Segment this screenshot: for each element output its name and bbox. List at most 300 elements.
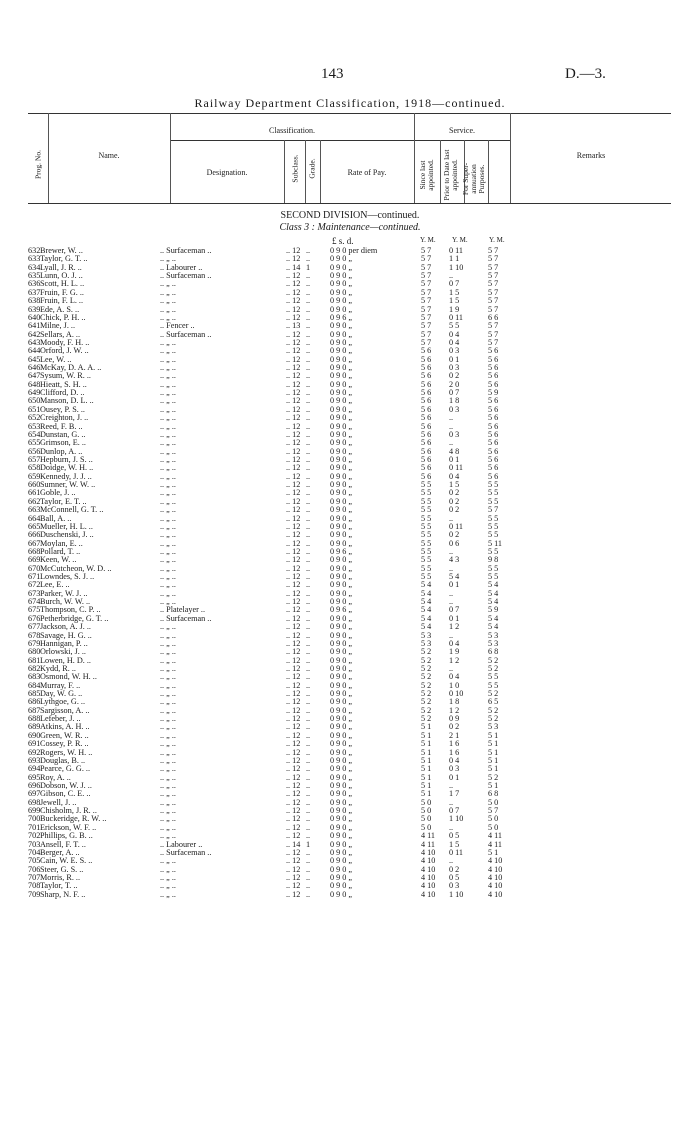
grade-cell: ..: [306, 622, 311, 632]
superannuation-cell: 4 10: [488, 864, 503, 874]
superannuation-cell: 5 1: [488, 755, 499, 765]
superannuation-cell: 5 2: [488, 663, 499, 673]
since-last-cell: 4 10: [421, 864, 436, 874]
grade-cell: ..: [306, 555, 311, 565]
name-cell: Atkins, A. H. ..: [40, 723, 90, 732]
prior-cell: 0 2: [449, 864, 460, 874]
grade-cell: ..: [306, 538, 311, 548]
since-last-cell: 5 7: [421, 296, 432, 306]
since-last-cell: 5 0: [421, 797, 432, 807]
prog-no-cell: 633: [28, 254, 41, 264]
subclass-cell: .. 12: [286, 404, 301, 414]
subclass-cell: .. 12: [286, 730, 301, 740]
subsection-heading: Class 3 : Maintenance—continued.: [279, 222, 421, 233]
subclass-cell: .. 12: [286, 513, 301, 523]
prog-no-cell: 662: [28, 496, 41, 506]
rate-of-pay-cell: 0 9 0 „: [330, 321, 353, 331]
col-rule: [170, 113, 171, 203]
superannuation-cell: 5 3: [488, 722, 499, 732]
designation-cell: .. Surfaceman ..: [160, 613, 212, 623]
prior-cell: 0 4: [449, 471, 460, 481]
grade-cell: ..: [306, 814, 311, 824]
prior-cell: ..: [449, 546, 454, 556]
since-last-cell: 5 4: [421, 580, 432, 590]
since-last-cell: 5 4: [421, 622, 432, 632]
grade-cell: ..: [306, 413, 311, 423]
superannuation-cell: 4 11: [488, 839, 503, 849]
prog-no-cell: 671: [28, 572, 41, 582]
prior-cell: 0 10: [449, 689, 464, 699]
since-last-cell: 5 1: [421, 772, 432, 782]
since-last-cell: 5 1: [421, 789, 432, 799]
prior-cell: 0 2: [449, 488, 460, 498]
prog-no-cell: 641: [28, 321, 41, 331]
designation-cell: .. „ ..: [160, 279, 176, 289]
designation-cell: .. „ ..: [160, 530, 176, 540]
prior-cell: 1 5: [449, 480, 460, 490]
designation-cell: .. Surfaceman ..: [160, 329, 212, 339]
prog-no-cell: 683: [28, 672, 41, 682]
prog-no-cell: 698: [28, 797, 41, 807]
rate-of-pay-cell: 0 9 0 „: [330, 864, 353, 874]
designation-cell: .. „ ..: [160, 772, 176, 782]
designation-cell: .. „ ..: [160, 747, 176, 757]
prog-no-cell: 684: [28, 680, 41, 690]
prog-no-cell: 708: [28, 881, 41, 891]
subclass-cell: .. 12: [286, 647, 301, 657]
designation-cell: .. „ ..: [160, 354, 176, 364]
designation-cell: .. Platelayer ..: [160, 605, 206, 615]
rate-of-pay-cell: 0 9 0 „: [330, 421, 353, 431]
subclass-cell: .. 12: [286, 689, 301, 699]
prior-cell: 5 5: [449, 321, 460, 331]
grade-cell: ..: [306, 672, 311, 682]
designation-cell: .. Surfaceman ..: [160, 246, 212, 255]
superannuation-cell: 5 4: [488, 622, 499, 632]
rate-of-pay-cell: 0 9 0 „: [330, 337, 353, 347]
designation-cell: .. „ ..: [160, 705, 176, 715]
rate-of-pay-cell: 0 9 0 „: [330, 513, 353, 523]
name-cell: Moody, F. H. ..: [40, 338, 90, 347]
service-units-3: Y. M.: [489, 236, 505, 244]
designation-cell: .. „ ..: [160, 538, 176, 548]
prog-no-cell: 680: [28, 647, 41, 657]
prior-cell: 0 3: [449, 346, 460, 356]
designation-cell: .. „ ..: [160, 588, 176, 598]
name-cell: Doidge, W. H. ..: [40, 464, 94, 473]
rate-of-pay-cell: 0 9 0 „: [330, 597, 353, 607]
prog-no-cell: 691: [28, 739, 41, 749]
rate-of-pay-cell: 0 9 0 „: [330, 764, 353, 774]
designation-cell: .. „ ..: [160, 680, 176, 690]
subclass-cell: .. 12: [286, 563, 301, 573]
since-last-cell: 5 6: [421, 421, 432, 431]
subclass-cell: .. 12: [286, 847, 301, 857]
grade-cell: ..: [306, 822, 311, 832]
rate-of-pay-cell: 0 9 0 „: [330, 797, 353, 807]
subclass-cell: .. 12: [286, 354, 301, 364]
header-mid-rule: [170, 140, 510, 141]
prior-cell: ..: [449, 630, 454, 640]
name-cell: Chisholm, J. R. ..: [40, 807, 97, 816]
grade-cell: ..: [306, 337, 311, 347]
rate-of-pay-cell: 0 9 0 „: [330, 781, 353, 790]
prog-no-cell: 676: [28, 613, 41, 623]
rate-of-pay-cell: 0 9 0 „: [330, 438, 353, 448]
prior-cell: ..: [449, 421, 454, 431]
designation-cell: .. „ ..: [160, 454, 176, 464]
name-cell: McConnell, G. T. ..: [40, 506, 104, 515]
rate-of-pay-cell: 0 9 0 „: [330, 488, 353, 498]
name-cell: Manson, D. L. ..: [40, 397, 94, 406]
grade-cell: 1: [306, 262, 311, 272]
superannuation-cell: 5 6: [488, 463, 499, 473]
since-last-cell: 5 2: [421, 714, 432, 724]
name-cell: Hieatt, S. H. ..: [40, 380, 87, 389]
prior-cell: 1 2: [449, 622, 460, 632]
grade-cell: ..: [306, 781, 311, 790]
designation-cell: .. „ ..: [160, 496, 176, 506]
grade-cell: ..: [306, 480, 311, 490]
prog-no-cell: 704: [28, 847, 41, 857]
superannuation-cell: 5 2: [488, 655, 499, 665]
superannuation-cell: 4 10: [488, 872, 503, 882]
rate-of-pay-cell: 0 9 0 „: [330, 730, 353, 740]
rate-of-pay-cell: 0 9 0 „: [330, 480, 353, 490]
prior-cell: 0 7: [449, 605, 460, 615]
since-last-cell: 5 3: [421, 630, 432, 640]
name-cell: Goble, J. ..: [40, 489, 76, 498]
prior-cell: 0 3: [449, 404, 460, 414]
subclass-cell: .. 12: [286, 271, 301, 281]
grade-cell: ..: [306, 697, 311, 707]
prog-no-cell: 642: [28, 329, 41, 339]
name-cell: Lee, E. ..: [40, 581, 70, 590]
prog-no-cell: 632: [28, 246, 41, 255]
grade-cell: ..: [306, 689, 311, 699]
header-service: Service.: [449, 126, 475, 135]
header-prior-to-date: Prior to Date last appointed.: [442, 149, 459, 201]
superannuation-cell: 5 1: [488, 847, 499, 857]
subclass-cell: .. 12: [286, 864, 301, 874]
name-cell: Lowen, H. D. ..: [40, 656, 91, 665]
prog-no-cell: 647: [28, 371, 41, 381]
subclass-cell: .. 12: [286, 546, 301, 556]
rate-of-pay-cell: 0 9 0 „: [330, 622, 353, 632]
prior-cell: 1 10: [449, 889, 464, 899]
name-cell: Taylor, T. ..: [40, 882, 78, 891]
grade-cell: ..: [306, 730, 311, 740]
prior-cell: 0 2: [449, 371, 460, 381]
rate-of-pay-cell: 0 9 0 per diem: [330, 246, 378, 255]
name-cell: Green, W. R. ..: [40, 731, 89, 740]
superannuation-cell: 6 5: [488, 697, 499, 707]
since-last-cell: 5 7: [421, 246, 432, 255]
superannuation-cell: 4 10: [488, 856, 503, 866]
subclass-cell: .. 12: [286, 680, 301, 690]
prior-cell: 0 11: [449, 463, 464, 473]
rate-of-pay-cell: 0 9 0 „: [330, 856, 353, 866]
prior-cell: 0 7: [449, 388, 460, 398]
designation-cell: .. „ ..: [160, 856, 176, 866]
designation-cell: .. „ ..: [160, 597, 176, 607]
superannuation-cell: 5 6: [488, 438, 499, 448]
prog-no-cell: 686: [28, 697, 41, 707]
designation-cell: .. „ ..: [160, 413, 176, 423]
grade-cell: ..: [306, 588, 311, 598]
grade-cell: ..: [306, 847, 311, 857]
prior-cell: 2 1: [449, 730, 460, 740]
prog-no-cell: 637: [28, 287, 41, 297]
prog-no-cell: 667: [28, 538, 41, 548]
superannuation-cell: 5 5: [488, 546, 499, 556]
name-cell: Sharp, N. F. ..: [40, 890, 86, 899]
prior-cell: 0 2: [449, 722, 460, 732]
prior-cell: 0 4: [449, 672, 460, 682]
designation-cell: .. „ ..: [160, 488, 176, 498]
superannuation-cell: 5 2: [488, 705, 499, 715]
since-last-cell: 4 10: [421, 872, 436, 882]
superannuation-cell: 5 7: [488, 806, 499, 816]
since-last-cell: 5 6: [421, 371, 432, 381]
prior-cell: 1 5: [449, 839, 460, 849]
designation-cell: .. „ ..: [160, 396, 176, 406]
prior-cell: 1 5: [449, 296, 460, 306]
name-cell: Chick, P. H. ..: [40, 313, 86, 322]
name-cell: Taylor, E. T. ..: [40, 497, 87, 506]
prog-no-cell: 636: [28, 279, 41, 289]
prior-cell: ..: [449, 513, 454, 523]
superannuation-cell: 5 5: [488, 480, 499, 490]
subclass-cell: .. 12: [286, 672, 301, 682]
grade-cell: ..: [306, 705, 311, 715]
superannuation-cell: 6 8: [488, 789, 499, 799]
name-cell: Lee, W. ..: [40, 355, 72, 364]
since-last-cell: 5 5: [421, 496, 432, 506]
rate-of-pay-cell: 0 9 0 „: [330, 454, 353, 464]
superannuation-cell: 5 7: [488, 321, 499, 331]
rate-of-pay-cell: 0 9 0 „: [330, 747, 353, 757]
grade-cell: ..: [306, 363, 311, 373]
subclass-cell: .. 12: [286, 630, 301, 640]
prog-no-cell: 656: [28, 446, 41, 456]
grade-cell: ..: [306, 463, 311, 473]
since-last-cell: 5 4: [421, 605, 432, 615]
designation-cell: .. „ ..: [160, 429, 176, 439]
since-last-cell: 5 2: [421, 647, 432, 657]
rate-of-pay-cell: 0 9 0 „: [330, 613, 353, 623]
subclass-cell: .. 12: [286, 329, 301, 339]
superannuation-cell: 5 1: [488, 739, 499, 749]
grade-cell: ..: [306, 755, 311, 765]
since-last-cell: 5 7: [421, 329, 432, 339]
rate-of-pay-cell: 0 9 0 „: [330, 429, 353, 439]
since-last-cell: 4 10: [421, 856, 436, 866]
rate-of-pay-cell: 0 9 6 „: [330, 605, 353, 615]
since-last-cell: 5 4: [421, 613, 432, 623]
superannuation-cell: 5 7: [488, 279, 499, 289]
prior-cell: 4 3: [449, 555, 460, 565]
superannuation-cell: 5 5: [488, 488, 499, 498]
prior-cell: ..: [449, 563, 454, 573]
prior-cell: 1 9: [449, 647, 460, 657]
superannuation-cell: 5 6: [488, 421, 499, 431]
subclass-cell: .. 12: [286, 580, 301, 590]
grade-cell: ..: [306, 806, 311, 816]
rate-of-pay-cell: 0 9 0 „: [330, 262, 353, 272]
prog-no-cell: 675: [28, 605, 41, 615]
header-bottom-rule: [28, 203, 671, 204]
name-cell: Pearce, G. G. ..: [40, 765, 91, 774]
prior-cell: 1 6: [449, 739, 460, 749]
name-cell: Sysum, W. R. ..: [40, 372, 91, 381]
designation-cell: .. „ ..: [160, 480, 176, 490]
col-rule: [510, 113, 511, 203]
rate-of-pay-cell: 0 9 0 „: [330, 463, 353, 473]
prog-no-cell: 651: [28, 404, 41, 414]
designation-cell: .. „ ..: [160, 647, 176, 657]
rate-of-pay-cell: 0 9 0 „: [330, 521, 353, 531]
prog-no-cell: 644: [28, 346, 41, 356]
rate-of-pay-cell: 0 9 0 „: [330, 689, 353, 699]
superannuation-cell: 5 4: [488, 580, 499, 590]
subclass-cell: .. 12: [286, 781, 301, 790]
superannuation-cell: 5 5: [488, 513, 499, 523]
subclass-cell: .. 12: [286, 764, 301, 774]
grade-cell: ..: [306, 304, 311, 314]
header-name: Name.: [98, 151, 120, 160]
subclass-cell: .. 12: [286, 337, 301, 347]
grade-cell: ..: [306, 254, 311, 264]
prior-cell: 0 11: [449, 312, 464, 322]
rate-of-pay-cell: 0 9 0 „: [330, 304, 353, 314]
service-units-1: Y. M.: [420, 236, 436, 244]
since-last-cell: 5 5: [421, 538, 432, 548]
header-subclass: Subclass.: [290, 154, 300, 183]
grade-cell: ..: [306, 371, 311, 381]
superannuation-cell: 5 5: [488, 680, 499, 690]
rate-of-pay-cell: 0 9 0 „: [330, 847, 353, 857]
prior-cell: 1 2: [449, 705, 460, 715]
subclass-cell: .. 12: [286, 605, 301, 615]
header-classification: Classification.: [269, 126, 315, 135]
designation-cell: .. „ ..: [160, 388, 176, 398]
prior-cell: ..: [449, 822, 454, 832]
prog-no-cell: 650: [28, 396, 41, 406]
since-last-cell: 5 4: [421, 597, 432, 607]
rate-of-pay-cell: 0 9 0 „: [330, 714, 353, 724]
prog-no-cell: 661: [28, 488, 41, 498]
rate-of-pay-cell: 0 9 0 „: [330, 555, 353, 565]
col-rule: [284, 140, 285, 203]
prior-cell: 1 5: [449, 287, 460, 297]
prior-cell: 1 0: [449, 680, 460, 690]
since-last-cell: 5 0: [421, 822, 432, 832]
prior-cell: 0 6: [449, 538, 460, 548]
grade-cell: ..: [306, 739, 311, 749]
since-last-cell: 5 5: [421, 513, 432, 523]
rate-of-pay-cell: 0 9 0 „: [330, 663, 353, 673]
subclass-cell: .. 12: [286, 789, 301, 799]
grade-cell: ..: [306, 789, 311, 799]
rate-of-pay-cell: 0 9 0 „: [330, 363, 353, 373]
since-last-cell: 5 6: [421, 413, 432, 423]
rate-of-pay-cell: 0 9 0 „: [330, 655, 353, 665]
superannuation-cell: 5 9: [488, 605, 499, 615]
prior-cell: 2 0: [449, 379, 460, 389]
col-rule: [320, 140, 321, 203]
designation-cell: .. „ ..: [160, 672, 176, 682]
col-rule: [440, 140, 441, 203]
subclass-cell: .. 12: [286, 429, 301, 439]
designation-cell: .. „ ..: [160, 781, 176, 790]
superannuation-cell: 5 1: [488, 747, 499, 757]
subclass-cell: .. 12: [286, 421, 301, 431]
superannuation-cell: 5 0: [488, 814, 499, 824]
grade-cell: ..: [306, 404, 311, 414]
grade-cell: ..: [306, 287, 311, 297]
superannuation-cell: 5 6: [488, 471, 499, 481]
since-last-cell: 5 6: [421, 454, 432, 464]
superannuation-cell: 4 10: [488, 889, 503, 899]
prog-no-cell: 658: [28, 463, 41, 473]
designation-cell: .. „ ..: [160, 764, 176, 774]
rate-of-pay-cell: 0 9 0 „: [330, 697, 353, 707]
superannuation-cell: 5 7: [488, 296, 499, 306]
designation-cell: .. Surfaceman ..: [160, 847, 212, 857]
prior-cell: 0 9: [449, 714, 460, 724]
subclass-cell: .. 12: [286, 413, 301, 423]
superannuation-cell: 5 3: [488, 638, 499, 648]
header-grade: Grade.: [307, 158, 317, 179]
prog-no-cell: 696: [28, 781, 41, 790]
designation-cell: .. „ ..: [160, 371, 176, 381]
superannuation-cell: 5 6: [488, 454, 499, 464]
rate-of-pay-cell: 0 9 0 „: [330, 872, 353, 882]
prog-no-cell: 681: [28, 655, 41, 665]
since-last-cell: 5 3: [421, 638, 432, 648]
grade-cell: ..: [306, 379, 311, 389]
rate-of-pay-cell: 0 9 0 „: [330, 638, 353, 648]
prog-no-cell: 701: [28, 822, 41, 832]
name-cell: Dobson, W. J. ..: [40, 782, 92, 790]
col-rule: [305, 140, 306, 203]
subclass-cell: .. 12: [286, 714, 301, 724]
designation-cell: .. „ ..: [160, 363, 176, 373]
grade-cell: ..: [306, 505, 311, 515]
subclass-cell: .. 12: [286, 438, 301, 448]
rate-of-pay-cell: 0 9 0 „: [330, 572, 353, 582]
subclass-cell: .. 12: [286, 471, 301, 481]
grade-cell: ..: [306, 638, 311, 648]
since-last-cell: 5 5: [421, 572, 432, 582]
subclass-cell: .. 12: [286, 755, 301, 765]
rate-of-pay-cell: 0 9 0 „: [330, 739, 353, 749]
superannuation-cell: 5 7: [488, 262, 499, 272]
name-cell: Grimson, E. ..: [40, 439, 86, 448]
prior-cell: 1 8: [449, 697, 460, 707]
col-rule: [48, 113, 49, 203]
designation-cell: .. „ ..: [160, 697, 176, 707]
prior-cell: 0 5: [449, 872, 460, 882]
since-last-cell: 5 1: [421, 739, 432, 749]
subclass-cell: .. 12: [286, 872, 301, 882]
subclass-cell: .. 14: [286, 839, 301, 849]
classification-table-body: [0, 247, 700, 899]
subclass-cell: .. 12: [286, 822, 301, 832]
designation-cell: .. „ ..: [160, 563, 176, 573]
designation-cell: .. „ ..: [160, 346, 176, 356]
